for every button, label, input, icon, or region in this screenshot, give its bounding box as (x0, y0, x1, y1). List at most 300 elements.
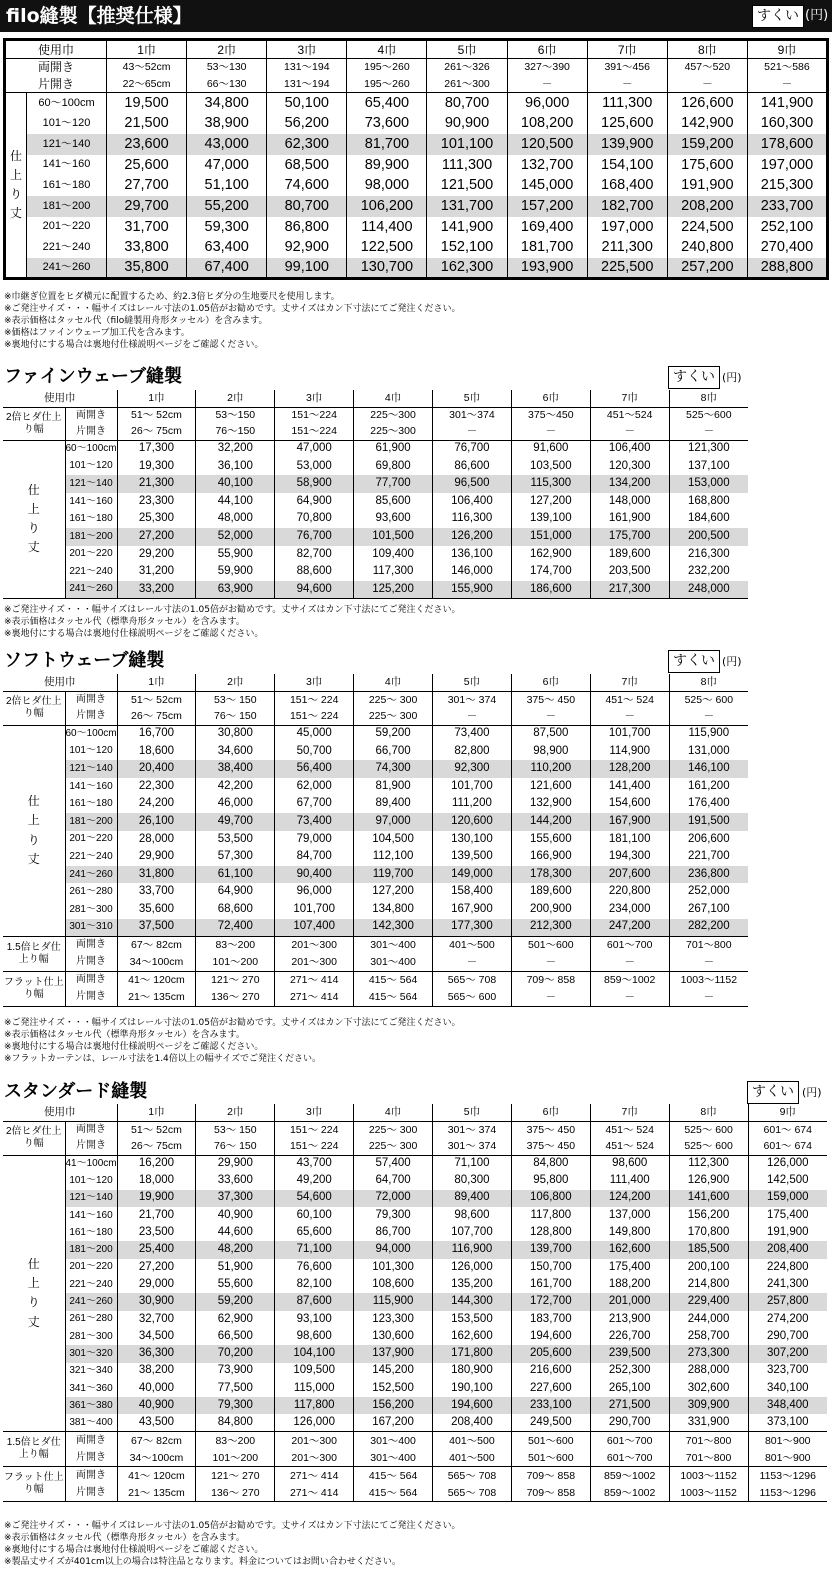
soft-price-cell: 110,200 (511, 760, 590, 778)
standard-row-label: 321～340 (65, 1363, 117, 1380)
soft-price-cell: 154,600 (590, 795, 669, 813)
standard-price-cell: 340,100 (748, 1380, 827, 1397)
filo-price-cell: 63,400 (187, 237, 267, 258)
standard-group-cell: 401～500 (433, 1449, 512, 1467)
soft-price-cell: 132,900 (511, 795, 590, 813)
standard-price-cell: 109,500 (275, 1363, 354, 1380)
soft-price-cell: 176,400 (669, 795, 748, 813)
soft-row-label: 101～120 (65, 743, 117, 761)
filo-price-cell: 99,100 (267, 258, 347, 279)
fine-price-cell: 82,700 (275, 546, 354, 564)
standard-row-label: 141～160 (65, 1207, 117, 1224)
filo-price-cell: 38,900 (187, 113, 267, 134)
standard-col-header: 6巾 (511, 1104, 590, 1121)
standard-price-cell: 36,300 (117, 1345, 196, 1362)
standard-price-cell: 190,100 (433, 1380, 512, 1397)
soft-price-row (3, 743, 748, 761)
filo-open-cell: 131～194 (267, 76, 347, 93)
fine-price-cell: 25,300 (117, 510, 196, 528)
filo-open-cell: 43～52cm (107, 59, 187, 76)
standard-price-cell: 49,200 (275, 1172, 354, 1189)
standard-price-cell: 40,900 (117, 1397, 196, 1414)
standard-price-cell: 274,200 (748, 1311, 827, 1328)
soft-price-cell: 111,200 (433, 795, 512, 813)
standard-open-cell: 301～ 374 (433, 1121, 512, 1138)
filo-row-label: 241～260 (27, 258, 107, 279)
standard-price-cell: 40,900 (196, 1207, 275, 1224)
fine-price-cell: 106,400 (590, 440, 669, 458)
fine-price-cell: 19,300 (117, 458, 196, 476)
fine-price-cell: 61,900 (354, 440, 433, 458)
fine-price-row (3, 581, 748, 599)
filo-open-cell: － (667, 76, 747, 93)
soft-price-cell: 72,400 (196, 919, 275, 937)
standard-price-cell: 290,700 (748, 1328, 827, 1345)
standard-price-cell: 80,300 (433, 1172, 512, 1189)
soft-row-label: 181～200 (65, 813, 117, 831)
fine-price-cell: 31,200 (117, 563, 196, 581)
standard-open-cell: 525～ 600 (669, 1138, 748, 1155)
fine-note: ※裏地付にする場合は裏地付仕様説明ページをご確認ください。 (4, 629, 264, 639)
soft-price-cell: 22,300 (117, 778, 196, 796)
standard-price-cell: 227,600 (511, 1380, 590, 1397)
soft-price-cell: 57,300 (196, 848, 275, 866)
standard-price-cell: 180,900 (433, 1363, 512, 1380)
filo-open-label: 両開き (38, 60, 75, 75)
standard-price-cell: 117,800 (511, 1207, 590, 1224)
standard-price-cell: 273,300 (669, 1345, 748, 1362)
filo-note: ※巾継ぎ位置をヒダ横元に配置するため、約2.3倍ヒダ分の生地要尺を使用します。 (4, 292, 340, 302)
fine-price-cell: 134,200 (590, 475, 669, 493)
fine-price-cell: 115,300 (511, 475, 590, 493)
standard-price-cell: 18,000 (117, 1172, 196, 1189)
soft-col-header: 5巾 (433, 674, 512, 691)
fine-price-cell: 137,100 (669, 458, 748, 476)
fine-side-label: 仕 上 り 丈 (3, 440, 65, 598)
fine-title: ファインウェーブ縫製 (4, 366, 183, 387)
soft-price-cell: 74,300 (354, 760, 433, 778)
fine-row-label: 181～200 (65, 528, 117, 546)
filo-col-header: 4巾 (347, 40, 427, 59)
soft-price-row (3, 795, 748, 813)
soft-price-cell: 98,900 (511, 743, 590, 761)
filo-col-header: 2巾 (187, 40, 267, 59)
standard-price-cell: 149,800 (590, 1224, 669, 1241)
fine-price-cell: 52,000 (196, 528, 275, 546)
standard-price-cell: 16,200 (117, 1155, 196, 1172)
filo-price-cell: 120,500 (507, 134, 587, 155)
fine-price-cell: 186,600 (511, 581, 590, 599)
soft-group-cell: － (590, 989, 669, 1007)
fine-price-cell: 44,100 (196, 493, 275, 511)
filo-price-cell: 126,600 (667, 93, 747, 114)
soft-price-cell: 45,000 (275, 725, 354, 743)
standard-price-cell: 76,600 (275, 1259, 354, 1276)
standard-price-cell: 172,700 (511, 1293, 590, 1310)
soft-open-cell: － (511, 708, 590, 725)
fine-price-cell: 88,600 (275, 563, 354, 581)
soft-price-cell: 64,900 (196, 883, 275, 901)
standard-price-cell: 144,300 (433, 1293, 512, 1310)
fine-row-label: 101～120 (65, 458, 117, 476)
soft-price-cell: 16,700 (117, 725, 196, 743)
standard-group-cell: 701～800 (669, 1432, 748, 1450)
soft-price-cell: 127,200 (354, 883, 433, 901)
soft-price-cell: 38,400 (196, 760, 275, 778)
standard-price-cell: 214,800 (669, 1276, 748, 1293)
standard-group-cell: 709～ 858 (511, 1467, 590, 1485)
standard-group-row-label: 片開き (65, 1449, 117, 1467)
standard-price-row (3, 1397, 827, 1414)
standard-price-cell: 137,000 (590, 1207, 669, 1224)
filo-price-cell: 34,800 (187, 93, 267, 114)
filo-price-cell: 182,700 (587, 196, 667, 217)
soft-price-cell: 29,900 (117, 848, 196, 866)
filo-price-cell: 169,400 (507, 217, 587, 238)
fine-price-cell: 189,600 (590, 546, 669, 564)
soft-group-cell: 1003～1152 (669, 971, 748, 989)
filo-price-cell: 111,300 (427, 155, 507, 176)
standard-price-cell: 71,100 (275, 1241, 354, 1258)
filo-open-cell: 391～456 (587, 59, 667, 76)
soft-price-cell: 234,000 (590, 901, 669, 919)
soft-price-cell: 90,400 (275, 866, 354, 884)
standard-row-label: 301～320 (65, 1345, 117, 1362)
standard-price-cell: 156,200 (669, 1207, 748, 1224)
filo-open-cell: 53～130 (187, 59, 267, 76)
filo-price-cell: 288,800 (747, 258, 827, 279)
standard-price-row (3, 1363, 827, 1380)
filo-row-label: 141～160 (27, 155, 107, 176)
standard-price-cell: 201,000 (590, 1293, 669, 1310)
standard-price-cell: 185,500 (669, 1241, 748, 1258)
filo-price-cell: 111,300 (587, 93, 667, 114)
fine-col-header: 6巾 (511, 390, 590, 407)
standard-price-cell: 19,900 (117, 1190, 196, 1207)
fine-row-label: 141～160 (65, 493, 117, 511)
filo-price-cell: 65,400 (347, 93, 427, 114)
soft-price-cell: 247,200 (590, 919, 669, 937)
standard-col-header: 4巾 (354, 1104, 433, 1121)
fine-col-header: 1巾 (117, 390, 196, 407)
filo-price-cell: 114,400 (347, 217, 427, 238)
filo-row-label: 201～220 (27, 217, 107, 238)
filo-open-cell: 22～65cm (107, 76, 187, 93)
filo-row-label: 101～120 (27, 113, 107, 134)
standard-row-label: 41～100cm (65, 1155, 117, 1172)
filo-open-cell: － (587, 76, 667, 93)
soft-price-cell: 92,300 (433, 760, 512, 778)
standard-open-cell: 301～ 374 (433, 1138, 512, 1155)
standard-group-cell: 201～300 (275, 1432, 354, 1450)
fine-price-row (3, 528, 748, 546)
standard-price-cell: 32,700 (117, 1311, 196, 1328)
soft-price-cell: 221,700 (669, 848, 748, 866)
filo-price-cell: 178,600 (747, 134, 827, 155)
soft-group-cell: － (511, 954, 590, 972)
soft-price-cell: 115,900 (669, 725, 748, 743)
standard-price-cell: 252,300 (590, 1363, 669, 1380)
fine-price-cell: 168,800 (669, 493, 748, 511)
soft-price-cell: 42,200 (196, 778, 275, 796)
filo-price-cell: 27,700 (107, 175, 187, 196)
fine-open-cell: 151～224 (275, 424, 354, 441)
filo-note: ※表示価格はタッセル代（filo縫製用舟形タッセル）を含みます。 (4, 316, 268, 326)
filo-notes (4, 291, 461, 351)
filo-note: ※ご発注サイズ・・・幅サイズはレール寸法の1.05倍がお勧めです。丈サイズはカン下寸法にてご発注ください。 (4, 304, 461, 314)
soft-group-cell: 271～ 414 (275, 989, 354, 1007)
standard-note: ※裏地付にする場合は裏地付仕様説明ページをご確認ください。 (4, 1545, 264, 1555)
filo-price-cell: 122,500 (347, 237, 427, 258)
standard-price-cell: 162,600 (590, 1241, 669, 1258)
soft-group-row-label: 両開き (65, 971, 117, 989)
soft-price-cell: 62,000 (275, 778, 354, 796)
standard-header-row (3, 1104, 827, 1121)
filo-open-cell: 66～130 (187, 76, 267, 93)
fine-notes (4, 604, 461, 640)
soft-price-row (3, 883, 748, 901)
soft-side-label: 仕 上 り 丈 (3, 725, 65, 936)
fine-open-row (3, 424, 748, 441)
standard-note: ※ご発注サイズ・・・幅サイズはレール寸法の1.05倍がお勧めです。丈サイズはカン下寸法にてご発注ください。 (4, 1521, 461, 1531)
filo-price-cell: 125,600 (587, 113, 667, 134)
standard-price-cell: 159,000 (748, 1190, 827, 1207)
standard-open-cell: 375～ 450 (511, 1121, 590, 1138)
filo-price-row (5, 134, 828, 155)
standard-col-header: 7巾 (590, 1104, 669, 1121)
standard-price-cell: 106,800 (511, 1190, 590, 1207)
standard-price-cell: 194,600 (433, 1397, 512, 1414)
standard-group-cell: 859～1002 (590, 1484, 669, 1502)
standard-group-cell: 565～ 708 (433, 1467, 512, 1485)
fine-price-cell: 55,900 (196, 546, 275, 564)
filo-row-label: 181～200 (27, 196, 107, 217)
soft-open-cell: 225～ 300 (354, 691, 433, 708)
filo-price-cell: 168,400 (587, 175, 667, 196)
standard-open-cell: 151～ 224 (275, 1121, 354, 1138)
filo-price-cell: 59,300 (187, 217, 267, 238)
filo-row-label: 221～240 (27, 237, 107, 258)
fine-price-cell: 153,000 (669, 475, 748, 493)
soft-price-cell: 212,300 (511, 919, 590, 937)
standard-row-label: 241～260 (65, 1293, 117, 1310)
standard-price-cell: 104,100 (275, 1345, 354, 1362)
standard-sukui-badge: すくい (747, 1081, 799, 1104)
soft-col-header: 6巾 (511, 674, 590, 691)
standard-price-cell: 117,800 (275, 1397, 354, 1414)
soft-group-cell: 859～1002 (590, 971, 669, 989)
standard-group-cell: 501～600 (511, 1432, 590, 1450)
fine-open-cell: － (669, 424, 748, 441)
filo-price-cell: 51,100 (187, 175, 267, 196)
fine-price-cell: 126,200 (433, 528, 512, 546)
soft-price-cell: 31,800 (117, 866, 196, 884)
soft-price-cell: 37,500 (117, 919, 196, 937)
standard-price-cell: 101,300 (354, 1259, 433, 1276)
soft-group-cell: 565～ 708 (433, 971, 512, 989)
fine-price-cell: 116,300 (433, 510, 512, 528)
filo-price-cell: 270,400 (747, 237, 827, 258)
filo-side-label: 仕 上 り 丈 (5, 93, 27, 279)
fine-price-cell: 109,400 (354, 546, 433, 564)
soft-price-cell: 121,600 (511, 778, 590, 796)
standard-col-header: 5巾 (433, 1104, 512, 1121)
fine-open-label: 両開き (65, 407, 117, 424)
filo-price-cell: 74,600 (267, 175, 347, 196)
fine-price-cell: 103,500 (511, 458, 590, 476)
filo-price-cell: 92,900 (267, 237, 347, 258)
fine-open-cell: 151～224 (275, 407, 354, 424)
soft-price-cell: 73,400 (275, 813, 354, 831)
soft-group-cell: 136～ 270 (196, 989, 275, 1007)
fine-row-label: 60～100cm (65, 440, 117, 458)
soft-group-row (3, 989, 748, 1007)
soft-note: ※裏地付にする場合は裏地付仕様説明ページをご確認ください。 (4, 1042, 264, 1052)
soft-group-cell: 201～300 (275, 936, 354, 954)
filo-price-cell: 35,800 (107, 258, 187, 279)
soft-price-cell: 158,400 (433, 883, 512, 901)
standard-price-cell: 239,500 (590, 1345, 669, 1362)
fine-price-cell: 70,800 (275, 510, 354, 528)
soft-price-row (3, 778, 748, 796)
soft-group-cell: 21～ 135cm (117, 989, 196, 1007)
standard-price-cell: 38,200 (117, 1363, 196, 1380)
standard-price-row (3, 1155, 827, 1172)
soft-group-cell: 565～ 600 (433, 989, 512, 1007)
standard-price-cell: 40,000 (117, 1380, 196, 1397)
filo-sukui-badge: すくい (752, 5, 804, 28)
standard-price-cell: 51,900 (196, 1259, 275, 1276)
standard-price-cell: 112,300 (669, 1155, 748, 1172)
soft-group-cell: 301～400 (354, 936, 433, 954)
soft-col-header: 2巾 (196, 674, 275, 691)
fine-row-label: 201～220 (65, 546, 117, 564)
standard-group-cell: 136～ 270 (196, 1484, 275, 1502)
standard-price-cell: 66,500 (196, 1328, 275, 1345)
filo-price-cell: 89,900 (347, 155, 427, 176)
standard-open-cell: 601～ 674 (748, 1138, 827, 1155)
filo-price-cell: 73,600 (347, 113, 427, 134)
soft-price-cell: 194,300 (590, 848, 669, 866)
fine-open-cell: 53～150 (196, 407, 275, 424)
soft-price-cell: 155,600 (511, 831, 590, 849)
fine-price-cell: 136,100 (433, 546, 512, 564)
soft-price-cell: 142,300 (354, 919, 433, 937)
soft-col-header-use: 使用巾 (3, 674, 117, 691)
soft-group-cell: 601～700 (590, 936, 669, 954)
standard-group-cell: 401～500 (433, 1432, 512, 1450)
soft-open-cell: 451～ 524 (590, 691, 669, 708)
soft-price-cell: 189,600 (511, 883, 590, 901)
standard-price-cell: 170,800 (669, 1224, 748, 1241)
soft-price-row (3, 813, 748, 831)
fine-price-cell: 53,000 (275, 458, 354, 476)
filo-price-cell: 43,000 (187, 134, 267, 155)
filo-open-cell: 327～390 (507, 59, 587, 76)
soft-open-cell: 301～ 374 (433, 691, 512, 708)
standard-price-cell: 64,700 (354, 1172, 433, 1189)
filo-price-cell: 175,600 (667, 155, 747, 176)
standard-open-cell: 451～ 524 (590, 1121, 669, 1138)
standard-price-cell: 43,700 (275, 1155, 354, 1172)
standard-price-cell: 73,900 (196, 1363, 275, 1380)
standard-price-row (3, 1241, 827, 1258)
standard-price-cell: 205,600 (511, 1345, 590, 1362)
soft-price-row (3, 725, 748, 743)
fine-price-cell: 58,900 (275, 475, 354, 493)
soft-price-cell: 130,100 (433, 831, 512, 849)
fine-open-cell: － (511, 424, 590, 441)
fine-unit: (円) (722, 371, 742, 384)
fine-price-cell: 117,300 (354, 563, 433, 581)
fine-price-cell: 101,500 (354, 528, 433, 546)
soft-price-cell: 112,100 (354, 848, 433, 866)
fine-price-cell: 203,500 (590, 563, 669, 581)
filo-note: ※裏地付にする場合は裏地付仕様説明ページをご確認ください。 (4, 340, 264, 350)
fine-price-row (3, 546, 748, 564)
standard-price-cell: 145,200 (354, 1363, 433, 1380)
filo-price-cell: 152,100 (427, 237, 507, 258)
soft-row-label: 241～260 (65, 866, 117, 884)
soft-price-cell: 61,100 (196, 866, 275, 884)
standard-price-cell: 98,600 (433, 1207, 512, 1224)
soft-open-label: 両開き (65, 691, 117, 708)
filo-price-cell: 86,800 (267, 217, 347, 238)
standard-price-cell: 115,900 (354, 1293, 433, 1310)
standard-price-cell: 54,600 (275, 1190, 354, 1207)
standard-price-cell: 128,800 (511, 1224, 590, 1241)
soft-price-cell: 267,100 (669, 901, 748, 919)
soft-price-cell: 96,000 (275, 883, 354, 901)
standard-price-cell: 153,500 (433, 1311, 512, 1328)
filo-col-header: 5巾 (427, 40, 507, 59)
standard-price-cell: 167,200 (354, 1414, 433, 1431)
filo-price-cell: 50,100 (267, 93, 347, 114)
standard-price-row (3, 1380, 827, 1397)
standard-open-cell: 26～ 75cm (117, 1138, 196, 1155)
standard-price-row (3, 1414, 827, 1431)
standard-row-label: 181～200 (65, 1241, 117, 1258)
standard-price-cell: 208,400 (433, 1414, 512, 1431)
filo-price-cell: 233,700 (747, 196, 827, 217)
soft-price-row (3, 919, 748, 937)
standard-col-header: 3巾 (275, 1104, 354, 1121)
standard-price-cell: 111,400 (590, 1172, 669, 1189)
filo-price-cell: 55,200 (187, 196, 267, 217)
filo-price-cell: 141,900 (427, 217, 507, 238)
standard-price-cell: 323,700 (748, 1363, 827, 1380)
soft-group-cell: 41～ 120cm (117, 971, 196, 989)
standard-group-cell: 41～ 120cm (117, 1467, 196, 1485)
fine-price-cell: 63,900 (196, 581, 275, 599)
standard-price-cell: 30,900 (117, 1293, 196, 1310)
soft-group-cell: 121～ 270 (196, 971, 275, 989)
standard-group-cell: 1003～1152 (669, 1484, 748, 1502)
soft-price-cell: 120,600 (433, 813, 512, 831)
filo-col-header: 9巾 (747, 40, 827, 59)
fine-price-cell: 47,000 (275, 440, 354, 458)
standard-group-cell: 21～ 135cm (117, 1484, 196, 1502)
soft-price-cell: 18,600 (117, 743, 196, 761)
soft-price-cell: 59,200 (354, 725, 433, 743)
standard-price-cell: 77,500 (196, 1380, 275, 1397)
soft-open-row (3, 691, 748, 708)
soft-unit: (円) (722, 655, 742, 668)
soft-price-cell: 149,000 (433, 866, 512, 884)
fine-price-cell: 76,700 (275, 528, 354, 546)
fine-price-row (3, 440, 748, 458)
standard-price-cell: 48,200 (196, 1241, 275, 1258)
